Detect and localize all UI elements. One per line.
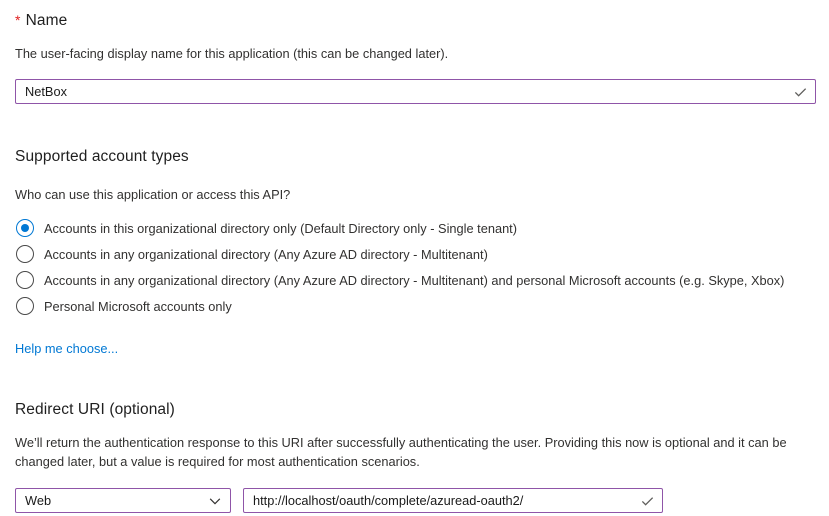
help-me-choose-link[interactable]: Help me choose... [15, 341, 119, 356]
radio-option-label[interactable]: Accounts in any organizational directory (Any Azure AD directory - Multitenant) [44, 246, 488, 262]
radio-button-icon[interactable] [16, 219, 34, 237]
account-types-question: Who can use this application or access this API? [15, 187, 291, 202]
redirect-uri-input[interactable] [243, 488, 663, 513]
required-asterisk: * [15, 12, 21, 28]
platform-select-value: Web [25, 493, 52, 508]
radio-option-multitenant-personal[interactable] [15, 267, 814, 293]
name-label: Name [25, 12, 68, 29]
name-input[interactable] [15, 79, 816, 104]
radio-button-icon[interactable] [16, 271, 34, 289]
redirect-uri-description: We’ll return the authentication response to this URI after successfully authenticating the user. Providing this now is optional and it can be changed later, but a value is required for most authentication scenarios. [15, 435, 787, 469]
platform-select[interactable] [15, 488, 231, 513]
radio-button-icon[interactable] [16, 297, 34, 315]
radio-button-icon[interactable] [16, 245, 34, 263]
redirect-uri-input-container [243, 488, 663, 513]
name-description: The user-facing display name for this application (this can be changed later). [15, 46, 449, 61]
account-types-title: Supported account types [15, 148, 189, 165]
radio-option-single-tenant[interactable] [15, 215, 814, 241]
radio-option-label[interactable]: Personal Microsoft accounts only [44, 298, 232, 314]
radio-option-personal-only[interactable] [15, 293, 814, 319]
account-types-radio-group [15, 215, 814, 319]
name-section-title [15, 12, 814, 30]
platform-select-container [15, 488, 231, 513]
redirect-uri-title: Redirect URI (optional) [15, 401, 175, 418]
radio-option-multitenant[interactable] [15, 241, 814, 267]
redirect-uri-controls [15, 488, 814, 513]
name-input-container [15, 79, 816, 104]
radio-option-label[interactable]: Accounts in this organizational directory only (Default Directory only - Single tenant) [44, 220, 517, 236]
radio-option-label[interactable]: Accounts in any organizational directory (Any Azure AD directory - Multitenant) and personal Microsoft accounts (e.g. Skype, Xbox) [44, 272, 785, 288]
